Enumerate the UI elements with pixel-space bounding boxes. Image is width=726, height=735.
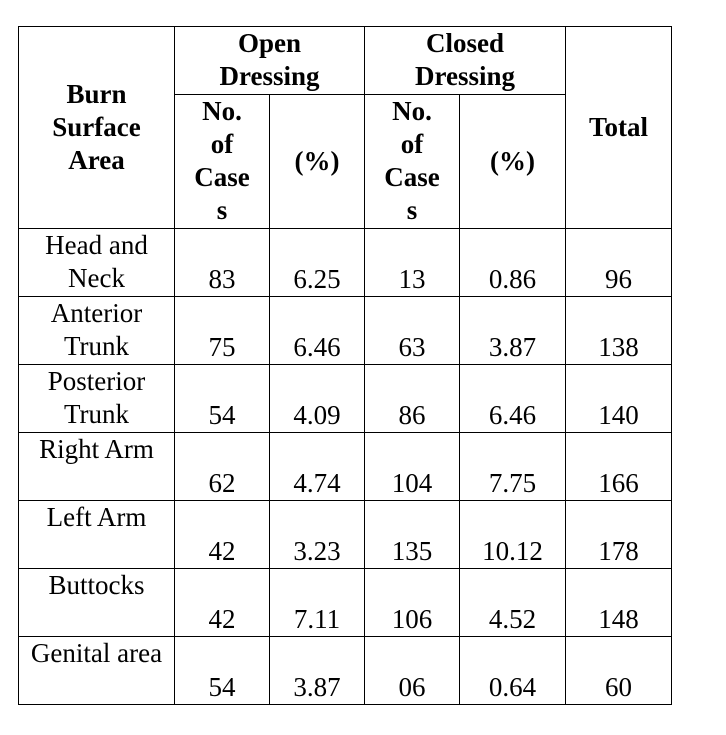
table-row (19, 229, 672, 297)
closed-percent-cell: 6.46 (460, 365, 566, 433)
area-cell (19, 433, 175, 501)
header-open-percent: (%) (270, 95, 365, 229)
total-cell: 178 (566, 501, 672, 569)
open-cases-cell: 62 (175, 433, 270, 501)
total-cell: 140 (566, 365, 672, 433)
table-row (19, 433, 672, 501)
header-open-dressing: Open Dressing (175, 27, 365, 95)
closed-percent-cell: 0.64 (460, 637, 566, 705)
open-percent-cell: 4.09 (270, 365, 365, 433)
header-closed-percent: (%) (460, 95, 566, 229)
closed-cases-cell: 86 (365, 365, 460, 433)
total-cell: 166 (566, 433, 672, 501)
total-cell: 96 (566, 229, 672, 297)
total-cell: 60 (566, 637, 672, 705)
open-cases-cell: 42 (175, 569, 270, 637)
closed-percent-cell: 10.12 (460, 501, 566, 569)
closed-cases-cell: 63 (365, 297, 460, 365)
header-open-cases: No. of Case s (175, 95, 270, 229)
table-row (19, 501, 672, 569)
open-percent-cell: 7.11 (270, 569, 365, 637)
table-row (19, 637, 672, 705)
open-cases-cell: 42 (175, 501, 270, 569)
total-cell: 138 (566, 297, 672, 365)
burn-surface-table (18, 26, 672, 705)
open-percent-cell: 3.23 (270, 501, 365, 569)
total-cell: 148 (566, 569, 672, 637)
closed-cases-cell: 06 (365, 637, 460, 705)
area-label: Anterior Trunk (50, 298, 143, 361)
header-closed-cases: No. of Case s (365, 95, 460, 229)
open-cases-cell: 83 (175, 229, 270, 297)
header-row-1 (19, 27, 672, 95)
header-total: Total (566, 27, 672, 229)
open-percent-cell: 6.25 (270, 229, 365, 297)
closed-cases-cell: 106 (365, 569, 460, 637)
table-row (19, 297, 672, 365)
closed-cases-cell: 135 (365, 501, 460, 569)
table-row (19, 569, 672, 637)
open-percent-cell: 3.87 (270, 637, 365, 705)
area-cell (19, 637, 175, 705)
open-cases-cell: 54 (175, 637, 270, 705)
area-cell (19, 297, 175, 365)
closed-cases-cell: 104 (365, 433, 460, 501)
area-label: Right Arm (39, 434, 154, 464)
area-cell (19, 229, 175, 297)
header-closed-dressing: Closed Dressing (365, 27, 566, 95)
area-label: Buttocks (48, 570, 145, 600)
open-cases-cell: 54 (175, 365, 270, 433)
area-label: Head and Neck (45, 230, 148, 293)
table-row (19, 365, 672, 433)
area-label: Posterior Trunk (47, 366, 146, 429)
area-cell (19, 569, 175, 637)
area-cell (19, 365, 175, 433)
closed-percent-cell: 3.87 (460, 297, 566, 365)
open-percent-cell: 6.46 (270, 297, 365, 365)
closed-percent-cell: 4.52 (460, 569, 566, 637)
closed-percent-cell: 0.86 (460, 229, 566, 297)
header-burn-surface-area: Burn Surface Area (19, 27, 175, 229)
closed-cases-cell: 13 (365, 229, 460, 297)
closed-percent-cell: 7.75 (460, 433, 566, 501)
area-label: Left Arm (46, 502, 147, 532)
open-percent-cell: 4.74 (270, 433, 365, 501)
area-label: Genital area (30, 638, 163, 668)
area-cell (19, 501, 175, 569)
open-cases-cell: 75 (175, 297, 270, 365)
